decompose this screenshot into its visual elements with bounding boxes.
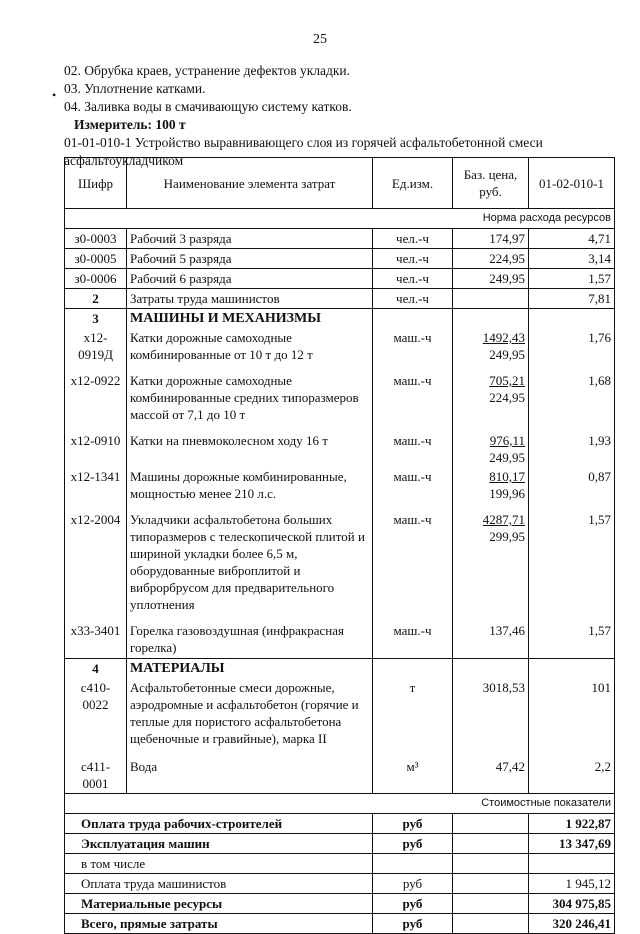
worker-row [65, 229, 615, 249]
resource-price-cell [453, 371, 529, 431]
resource-price: 224,95 [453, 249, 529, 269]
resource-norm: 3,14 [529, 249, 615, 269]
resource-norm: 1,57 [529, 621, 615, 659]
total-name: Материальные ресурсы [65, 894, 373, 914]
total-name: Оплата труда машинистов [65, 874, 373, 894]
total-name: Эксплуатация машин [65, 834, 373, 854]
resource-name: Рабочий 3 разряда [127, 229, 373, 249]
resource-norm: 2,2 [529, 757, 615, 794]
machine-row [65, 328, 615, 371]
total-row [65, 834, 615, 854]
header-price-line-1: Баз. цена, [463, 167, 518, 182]
resource-name: Вода [127, 757, 373, 794]
resource-unit: чел.-ч [373, 229, 453, 249]
resource-price: 47,42 [453, 757, 529, 794]
resource-table [64, 157, 615, 934]
resource-code: з0-0003 [65, 229, 127, 249]
header-code: Шифр [65, 158, 127, 209]
total-unit: руб [373, 914, 453, 934]
resource-unit: чел.-ч [373, 269, 453, 289]
resource-price-cell [453, 621, 529, 659]
header-norm: 01-02-010-1 [529, 158, 615, 209]
resource-price: 810,17 [489, 469, 525, 484]
total-unit [373, 854, 453, 874]
machine-row [65, 510, 615, 621]
machine-row [65, 467, 615, 510]
resource-norm: 1,76 [529, 328, 615, 371]
resource-norm: 0,87 [529, 467, 615, 510]
total-unit: руб [373, 894, 453, 914]
section-title-line-2: асфальтоукладчиком [64, 153, 184, 168]
margin-dot: • [52, 88, 57, 102]
worker-row [65, 249, 615, 269]
resource-unit: м³ [373, 757, 453, 794]
empty-cell [453, 659, 529, 679]
resource-price: 4287,71 [482, 512, 525, 527]
section-number: 4 [65, 659, 127, 679]
header-price [453, 158, 529, 209]
resource-code: х12-0919Д [65, 328, 127, 371]
empty-cell [453, 914, 529, 934]
section-name: МАШИНЫ И МЕХАНИЗМЫ [127, 309, 373, 329]
resource-unit: маш.-ч [373, 510, 453, 621]
resource-norm: 1,68 [529, 371, 615, 431]
resource-price: 174,97 [453, 229, 529, 249]
resource-name: Катки дорожные самоходные комбинированные средних типоразмеров массой от 7,1 до 10 т [127, 371, 373, 431]
resource-unit: чел.-ч [373, 249, 453, 269]
resource-unit: т [373, 678, 453, 757]
total-value [529, 854, 615, 874]
total-unit: руб [373, 834, 453, 854]
empty-cell [453, 874, 529, 894]
resource-price: 976,11 [489, 433, 525, 448]
total-name: Оплата труда рабочих-строителей [65, 814, 373, 834]
resource-norm: 1,93 [529, 431, 615, 467]
resource-price-machinist: 224,95 [489, 390, 525, 405]
resource-name: Машины дорожные комбинированные, мощностью менее 210 л.с. [127, 467, 373, 510]
total-name: в том числе [65, 854, 373, 874]
section-4-row [65, 659, 615, 679]
worker-row [65, 269, 615, 289]
resource-price: 137,46 [489, 623, 525, 638]
resource-unit: маш.-ч [373, 328, 453, 371]
norm-caption-row [65, 209, 615, 229]
intro-line-2: 03. Уплотнение катками. [64, 81, 206, 96]
section-unit: чел.-ч [373, 289, 453, 309]
resource-unit: маш.-ч [373, 431, 453, 467]
resource-name: Рабочий 6 разряда [127, 269, 373, 289]
section-name: Затраты труда машинистов [127, 289, 373, 309]
empty-cell [453, 309, 529, 329]
material-row [65, 757, 615, 794]
material-row [65, 678, 615, 757]
empty-cell [529, 309, 615, 329]
empty-cell [453, 289, 529, 309]
resource-unit: маш.-ч [373, 467, 453, 510]
resource-price-cell [453, 467, 529, 510]
empty-cell [453, 814, 529, 834]
empty-cell [453, 894, 529, 914]
header-name: Наименование элемента затрат [127, 158, 373, 209]
resource-code: х12-0910 [65, 431, 127, 467]
section-value: 7,81 [529, 289, 615, 309]
resource-code: х12-2004 [65, 510, 127, 621]
machine-row [65, 431, 615, 467]
total-value: 13 347,69 [529, 834, 615, 854]
resource-unit: маш.-ч [373, 371, 453, 431]
resource-norm: 1,57 [529, 269, 615, 289]
total-unit: руб [373, 814, 453, 834]
resource-name: Асфальтобетонные смеси дорожные, аэродромные и асфальтобетон (горячие и теплые для пористого асфальтобетона щебеночные и гравийные), марка II [127, 678, 373, 757]
total-value: 1 945,12 [529, 874, 615, 894]
section-2-row [65, 289, 615, 309]
resource-norm: 101 [529, 678, 615, 757]
norm-caption: Норма расхода ресурсов [65, 209, 615, 229]
resource-norm: 1,57 [529, 510, 615, 621]
total-value: 320 246,41 [529, 914, 615, 934]
total-value: 304 975,85 [529, 894, 615, 914]
resource-price: 705,21 [489, 373, 525, 388]
page-number: 25 [313, 32, 327, 47]
cost-caption: Стоимостные показатели [65, 794, 615, 814]
resource-unit: маш.-ч [373, 621, 453, 659]
empty-cell [529, 659, 615, 679]
intro-line-1: 02. Обрубка краев, устранение дефектов укладки. [64, 63, 351, 78]
resource-code: с410-0022 [65, 678, 127, 757]
resource-name: Горелка газовоздушная (инфракрасная горелка) [127, 621, 373, 659]
resource-price-machinist: 249,95 [489, 347, 525, 362]
resource-price: 3018,53 [453, 678, 529, 757]
total-name: Всего, прямые затраты [65, 914, 373, 934]
section-title-line-1: 01-01-010-1 Устройство выравнивающего слоя из горячей асфальтобетонной смеси [64, 135, 543, 150]
total-row [65, 854, 615, 874]
section-number: 3 [65, 309, 127, 329]
resource-price-machinist: 299,95 [489, 529, 525, 544]
empty-cell [373, 659, 453, 679]
resource-price: 249,95 [453, 269, 529, 289]
empty-cell [453, 834, 529, 854]
resource-name: Катки на пневмоколесном ходу 16 т [127, 431, 373, 467]
resource-price-machinist: 199,96 [489, 486, 525, 501]
header-unit: Ед.изм. [373, 158, 453, 209]
table-header-row [65, 158, 615, 209]
resource-price-cell [453, 510, 529, 621]
resource-price: 1492,43 [482, 330, 525, 345]
machine-row [65, 371, 615, 431]
section-number: 2 [65, 289, 127, 309]
intro-block [64, 62, 624, 170]
section-name: МАТЕРИАЛЫ [127, 659, 373, 679]
total-unit: руб [373, 874, 453, 894]
resource-name: Катки дорожные самоходные комбинированные от 10 т до 12 т [127, 328, 373, 371]
total-row [65, 874, 615, 894]
total-row [65, 814, 615, 834]
machine-row [65, 621, 615, 659]
intro-line-3: 04. Заливка воды в смачивающую систему катков. [64, 99, 352, 114]
cost-caption-row [65, 794, 615, 814]
resource-code: с411-0001 [65, 757, 127, 794]
resource-code: х33-3401 [65, 621, 127, 659]
section-3-row [65, 309, 615, 329]
resource-code: з0-0006 [65, 269, 127, 289]
resource-price-cell [453, 431, 529, 467]
empty-cell [453, 854, 529, 874]
total-value: 1 922,87 [529, 814, 615, 834]
resource-code: х12-0922 [65, 371, 127, 431]
resource-name: Рабочий 5 разряда [127, 249, 373, 269]
resource-price-cell [453, 328, 529, 371]
resource-name: Укладчики асфальтобетона больших типоразмеров с телескопической плитой и шириной укладки более 6,5 м, оборудованные виброплитой и виброрбрусом для предварительного уплотнения [127, 510, 373, 621]
total-row [65, 894, 615, 914]
resource-price-machinist: 249,95 [489, 450, 525, 465]
empty-cell [373, 309, 453, 329]
resource-code: х12-1341 [65, 467, 127, 510]
resource-norm: 4,71 [529, 229, 615, 249]
resource-code: з0-0005 [65, 249, 127, 269]
header-price-line-2: руб. [479, 184, 502, 199]
meter-label: Измеритель: 100 т [74, 117, 186, 132]
total-row [65, 914, 615, 934]
